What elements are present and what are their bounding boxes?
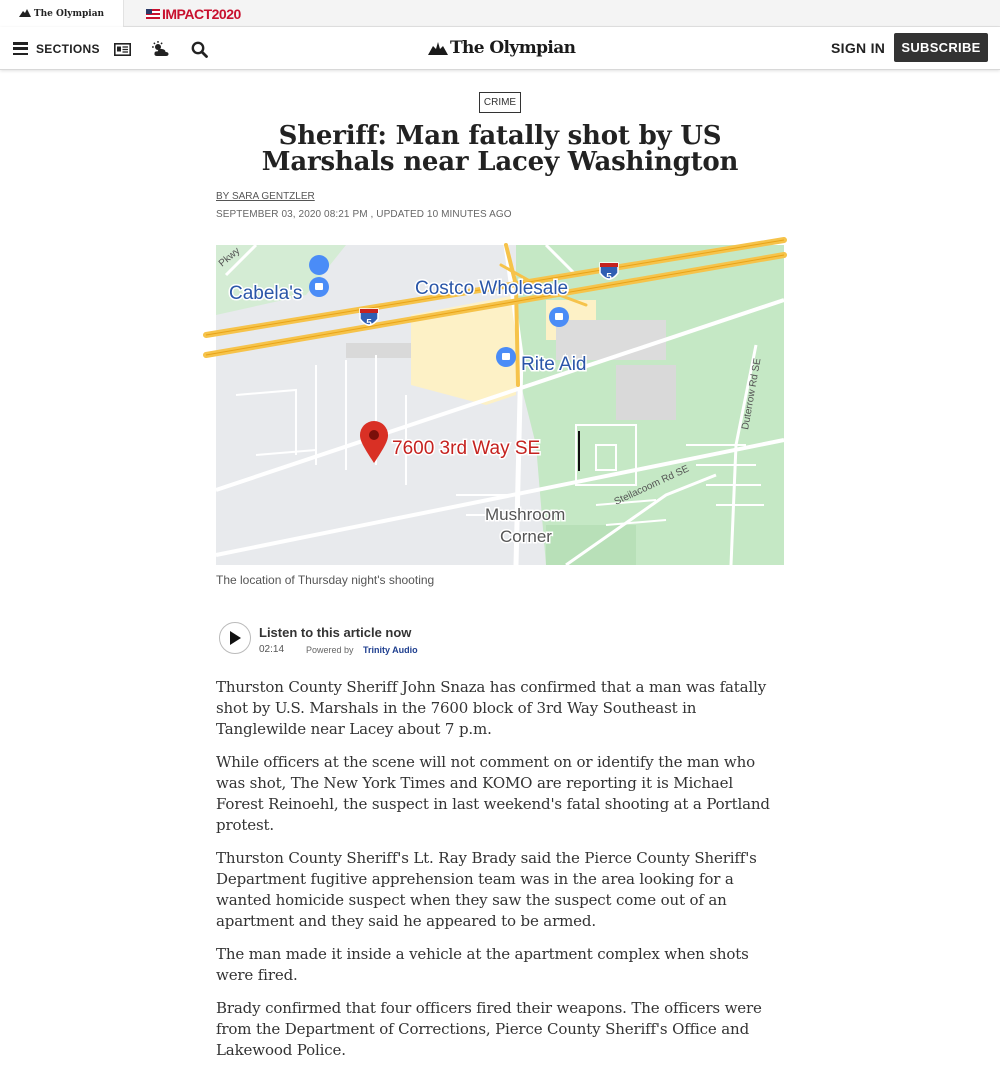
body-paragraph: Brady confirmed that four officers fired their weapons. The officers were from the Department of Corrections, Pierce County Sheriff's Office and Lakewood Police. [216, 999, 762, 1059]
top-strip [0, 0, 1000, 27]
play-icon [228, 630, 242, 646]
corner-label: Corner [500, 527, 552, 546]
article-body [216, 677, 784, 1073]
mushroom-label: Mushroom [485, 505, 566, 524]
audio-duration: 02:14 [259, 644, 285, 655]
rite-aid-label: Rite Aid [521, 354, 587, 375]
impact-tab[interactable] [146, 4, 241, 24]
play-audio-button[interactable] [219, 622, 251, 654]
audio-title: Listen to this article now [259, 625, 412, 640]
duterrow-road-label: Duterrow Rd SE [740, 357, 764, 431]
category-tag[interactable]: CRIME [479, 92, 521, 113]
enewspaper-icon[interactable] [112, 39, 132, 59]
impact-tab-label: IMPACT2020 [162, 6, 241, 22]
masthead-title: The Olympian [450, 38, 576, 58]
cabelas-label: Cabela's [229, 283, 303, 304]
location-map[interactable] [216, 245, 784, 565]
pin-address-label: 7600 3rd Way SE [392, 438, 541, 459]
nav-bar [0, 27, 1000, 70]
body-paragraph: The man made it inside a vehicle at the apartment complex when shots were fired. [216, 945, 749, 984]
olympian-eagle-icon [19, 9, 31, 18]
body-paragraph: While officers at the scene will not comment on or identify the man who was shot, The New York Times and KOMO are reporting it is Michael Forest Reinoehl, the suspect in last weekend's fatal shooting at a Portland protest. [216, 753, 770, 834]
costco-label: Costco Wholesale [415, 278, 569, 299]
article-dateline: SEPTEMBER 03, 2020 08:21 PM , UPDATED 10 MINUTES AGO [216, 209, 512, 220]
olympian-tab[interactable] [0, 0, 124, 27]
sections-label[interactable]: SECTIONS [36, 41, 100, 56]
author-byline[interactable]: BY SARA GENTZLER [216, 191, 315, 202]
menu-icon[interactable] [13, 42, 28, 55]
body-paragraph: Thurston County Sheriff's Lt. Ray Brady said the Pierce County Sheriff's Department fugitive apprehension team was in the area looking for a wanted homicide suspect when they saw the suspect come out of an apartment and they said he appeared to be armed. [216, 849, 757, 930]
flag-icon [146, 9, 160, 19]
shopping-poi-icon [496, 347, 516, 367]
powered-by-label: Powered by [306, 645, 354, 655]
body-paragraph: Thurston County Sheriff John Snaza has confirmed that a man was fatally shot by U.S. Marshals in the 7600 block of 3rd Way Southeast in Tanglewilde near Lacey about 7 p.m. [216, 678, 767, 738]
weather-icon[interactable] [151, 39, 171, 59]
subscribe-button[interactable]: SUBSCRIBE [894, 33, 988, 62]
article-headline: Sheriff: Man fatally shot by US Marshals near Lacey Washington [261, 121, 739, 177]
sign-in-link[interactable]: SIGN IN [831, 40, 886, 56]
svg-text:5: 5 [606, 272, 612, 283]
steilacoom-road-label: Steilacoom Rd SE [612, 463, 691, 508]
map-caption: The location of Thursday night's shooting [216, 573, 435, 587]
svg-text:5: 5 [366, 318, 372, 329]
trinity-audio-link[interactable]: Trinity Audio [363, 645, 418, 655]
eagle-logo-icon [428, 40, 448, 56]
map-canvas [216, 245, 784, 565]
masthead-logo[interactable] [428, 35, 575, 61]
search-icon[interactable] [189, 39, 209, 59]
sections-menu[interactable] [13, 27, 100, 70]
shopping-poi-icon [549, 307, 569, 327]
olympian-tab-label: The Olympian [33, 8, 105, 19]
parkway-label: Pkwy [216, 245, 243, 270]
